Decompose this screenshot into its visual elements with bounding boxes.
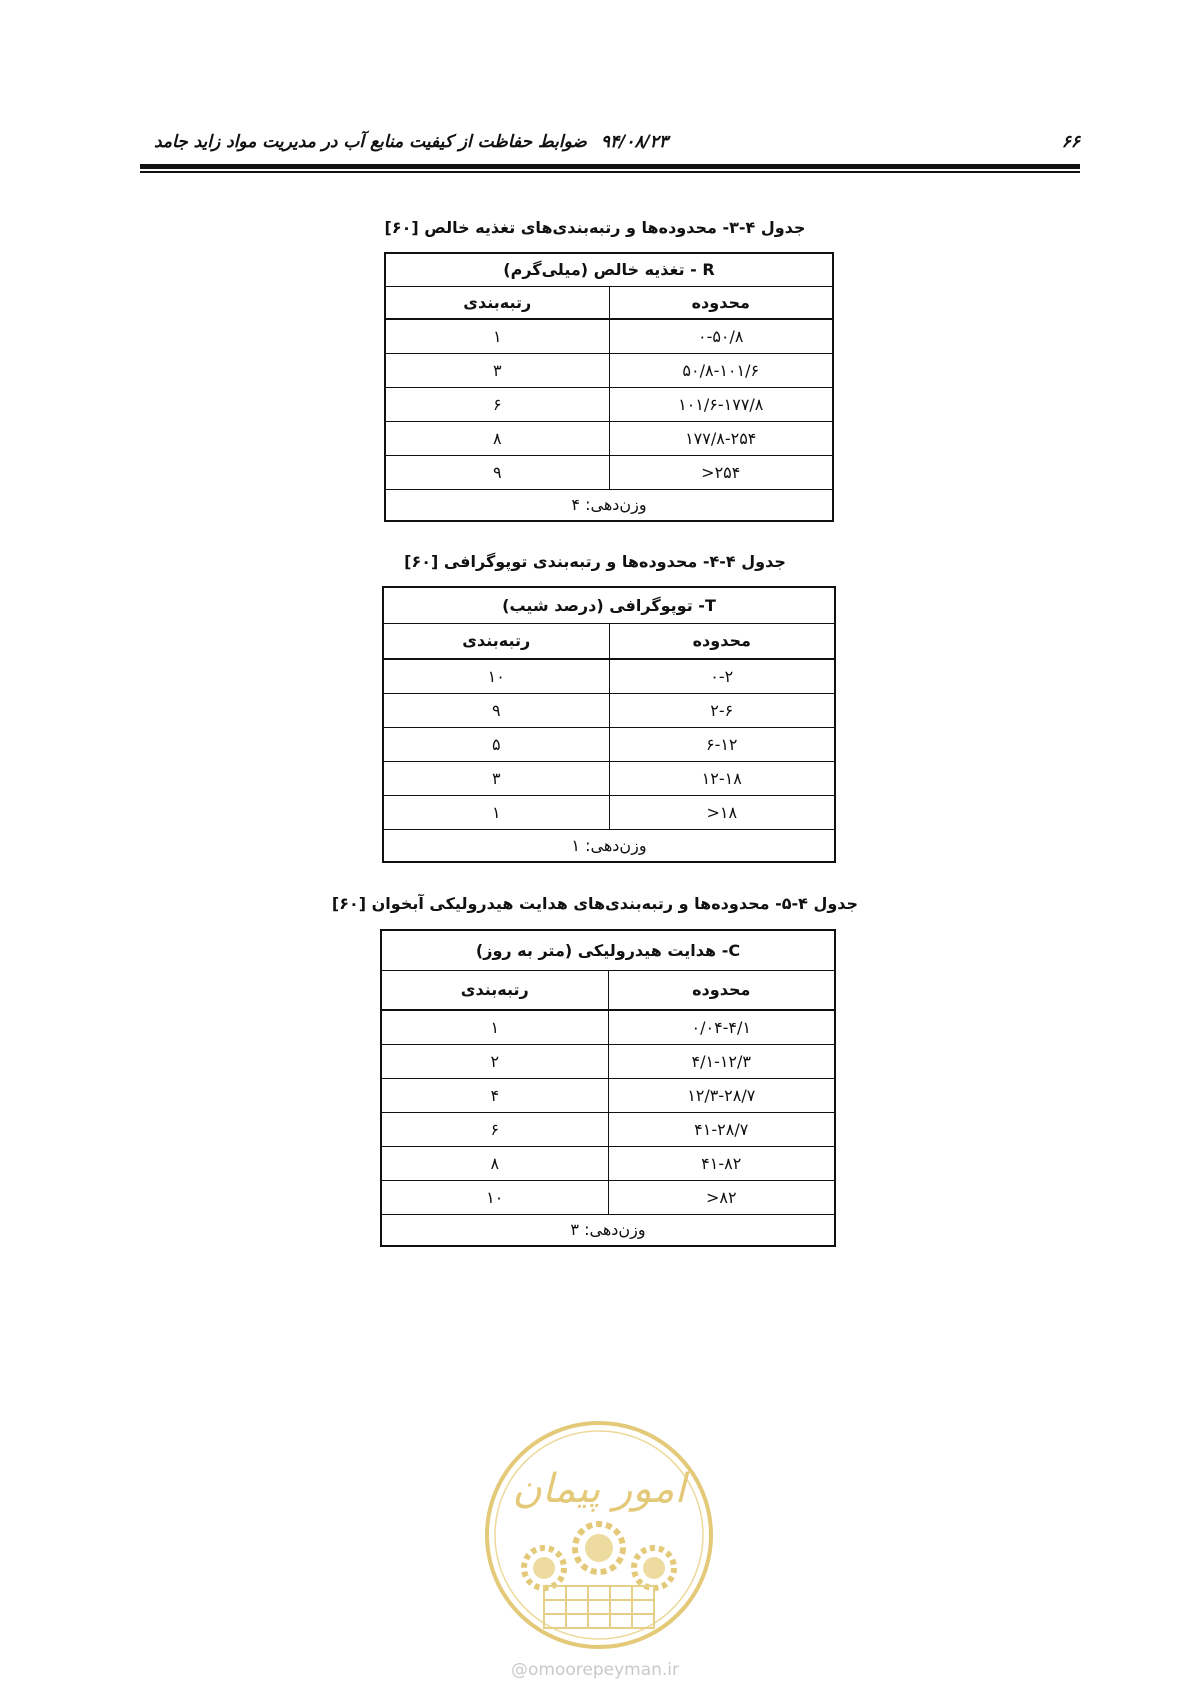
table-row — [385, 319, 833, 353]
rating-cell: ۴ — [381, 1078, 608, 1112]
table-1-header-rating: رتبه‌بندی — [385, 286, 609, 319]
range-cell: ۰-۵۰/۸ — [609, 319, 833, 353]
header-rule-thin — [140, 171, 1080, 173]
table-1 — [384, 252, 834, 522]
range-cell: ۱۸< — [609, 795, 835, 829]
rating-cell: ۵ — [383, 727, 609, 761]
stamp-logo-icon — [482, 1418, 716, 1652]
table-3-header-range: محدوده — [608, 970, 835, 1010]
table-row — [381, 1180, 835, 1214]
range-cell: ۶-۱۲ — [609, 727, 835, 761]
table-3-weight: وزن‌دهی: ۳ — [381, 1214, 835, 1246]
table-row — [383, 659, 835, 693]
rating-cell: ۱۰ — [381, 1180, 608, 1214]
table-2-title: T- توپوگرافی (درصد شیب) — [383, 587, 835, 623]
rating-cell: ۶ — [381, 1112, 608, 1146]
table-3-caption: جدول ۴-۵- محدوده‌ها و رتبه‌بندی‌های هدایت هیدرولیکی آبخوان [۶۰] — [331, 894, 859, 913]
rating-cell: ۶ — [385, 387, 609, 421]
range-cell: ۵۰/۸-۱۰۱/۶ — [609, 353, 833, 387]
range-cell: ۱۲/۳-۲۸/۷ — [608, 1078, 835, 1112]
table-row — [385, 387, 833, 421]
range-cell: ۴/۱-۱۲/۳ — [608, 1044, 835, 1078]
header-date: ۹۴/۰۸/۲۳ — [600, 132, 669, 152]
rating-cell: ۹ — [383, 693, 609, 727]
table-row — [381, 1010, 835, 1044]
page-header — [140, 128, 1080, 158]
range-cell: ۱۷۷/۸-۲۵۴ — [609, 421, 833, 455]
rating-cell: ۱ — [385, 319, 609, 353]
table-1-header-range: محدوده — [609, 286, 833, 319]
page-number: ۶۶ — [1061, 132, 1080, 152]
range-cell: ۲-۶ — [609, 693, 835, 727]
table-row — [381, 1078, 835, 1112]
table-2-header-rating: رتبه‌بندی — [383, 623, 609, 659]
table-1-weight: وزن‌دهی: ۴ — [385, 489, 833, 521]
rating-cell: ۸ — [385, 421, 609, 455]
rating-cell: ۹ — [385, 455, 609, 489]
rating-cell: ۱۰ — [383, 659, 609, 693]
table-2-weight: وزن‌دهی: ۱ — [383, 829, 835, 862]
range-cell: ۸۲< — [608, 1180, 835, 1214]
range-cell: ۲۵۴< — [609, 455, 833, 489]
table-1-title: R - تغذیه خالص (میلی‌گرم) — [385, 253, 833, 286]
stamp-text: امور پیمان — [512, 1466, 686, 1512]
range-cell: ۴۱-۲۸/۷ — [608, 1112, 835, 1146]
rating-cell: ۸ — [381, 1146, 608, 1180]
running-title — [140, 132, 668, 152]
table-row — [385, 455, 833, 489]
rating-cell: ۱ — [381, 1010, 608, 1044]
website-watermark: @omoorepeyman.ir — [510, 1660, 680, 1680]
table-row — [383, 761, 835, 795]
header-rule — [140, 164, 1080, 169]
table-3-header-rating: رتبه‌بندی — [381, 970, 608, 1010]
header-title: ضوابط حفاظت از کیفیت منابع آب در مدیریت مواد زاید جامد — [154, 132, 587, 152]
table-row — [381, 1112, 835, 1146]
table-row — [383, 795, 835, 829]
table-2-header-range: محدوده — [609, 623, 835, 659]
table-3-title: C- هدایت هیدرولیکی (متر به روز) — [381, 930, 835, 970]
rating-cell: ۲ — [381, 1044, 608, 1078]
range-cell: ۱۲-۱۸ — [609, 761, 835, 795]
table-row — [381, 1146, 835, 1180]
rating-cell: ۱ — [383, 795, 609, 829]
table-row — [383, 727, 835, 761]
table-row — [381, 1044, 835, 1078]
table-row — [385, 421, 833, 455]
table-2-caption: جدول ۴-۴- محدوده‌ها و رتبه‌بندی توپوگرافی [۶۰] — [404, 552, 786, 571]
range-cell: ۴۱-۸۲ — [608, 1146, 835, 1180]
table-row — [383, 693, 835, 727]
range-cell: ۱۰۱/۶-۱۷۷/۸ — [609, 387, 833, 421]
table-1-caption: جدول ۴-۳- محدوده‌ها و رتبه‌بندی‌های تغذیه خالص [۶۰] — [384, 218, 806, 237]
rating-cell: ۳ — [385, 353, 609, 387]
range-cell: ۰/۰۴-۴/۱ — [608, 1010, 835, 1044]
table-3 — [380, 929, 836, 1247]
rating-cell: ۳ — [383, 761, 609, 795]
range-cell: ۰-۲ — [609, 659, 835, 693]
table-2 — [382, 586, 836, 863]
table-row — [385, 353, 833, 387]
